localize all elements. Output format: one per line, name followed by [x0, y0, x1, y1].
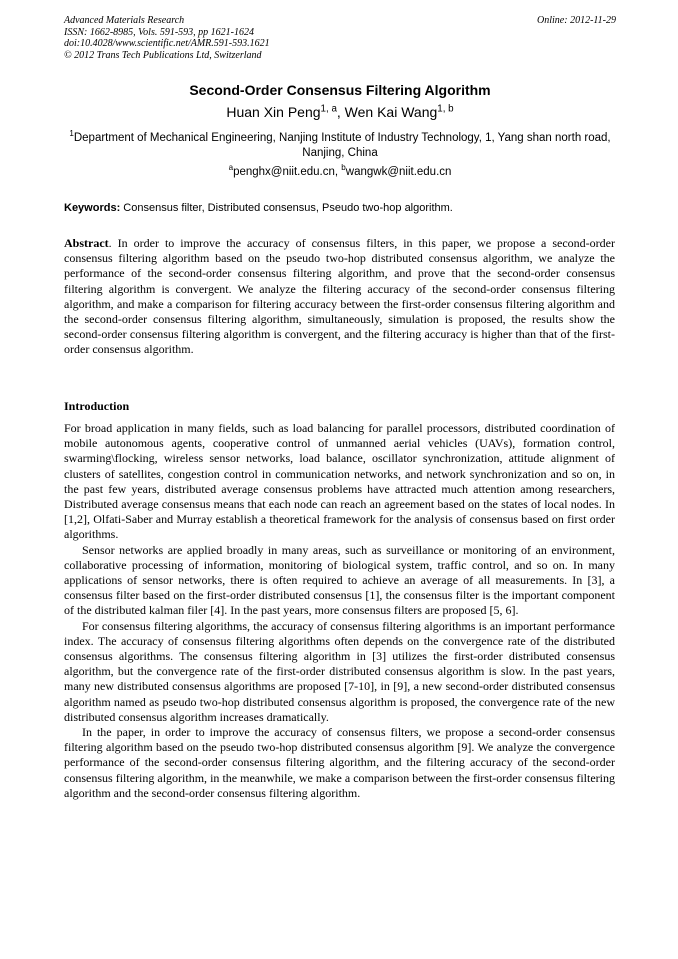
abstract — [64, 236, 615, 358]
copyright-line: © 2012 Trans Tech Publications Ltd, Switzerland — [64, 49, 262, 61]
issn-line: ISSN: 1662-8985, Vols. 591-593, pp 1621-1624 — [64, 26, 254, 38]
author-separator: , — [336, 104, 345, 120]
email-line — [64, 163, 616, 178]
author-line — [64, 104, 616, 120]
paragraph: For consensus filtering algorithms, the accuracy of consensus filtering algorithms is an important performance index. The accuracy of consensus filtering algorithms often depends on the convergence rate of the distributed consensus algorithms. The consensus filtering algorithm in [3] utilizes the first-order distributed consensus algorithm, but the convergence rate of the first-order distributed consensus algorithm is slow. In the past years, many new distributed consensus algorithms are proposed [7-10], in [9], a new second-order distributed consensus algorithm named as pseudo two-hop distributed consensus algorithm is proposed, the convergence rate of the new distributed consensus algorithm increases dramatically. — [64, 618, 615, 724]
paragraph: Sensor networks are applied broadly in many areas, such as surveillance or monitoring of an environment, collaborative processing of information, monitoring of biological system, traffic control, and so on. In many applications of sensor networks, there is often required to achieve an average of all measurements. In [3], a consensus filter based on the first-order distributed consensus [1], the consensus filter is the important component of the distributed kalman filer [4]. In the past years, more consensus filters are proposed [5, 6]. — [64, 542, 615, 618]
paper-title: Second-Order Consensus Filtering Algorithm — [189, 82, 491, 98]
author-superscript: 1, a — [320, 103, 337, 115]
author-superscript: 1, b — [437, 103, 454, 115]
journal-name: Advanced Materials Research — [64, 15, 185, 26]
section-heading: Introduction — [64, 399, 130, 413]
author-name: Wen Kai Wang — [344, 104, 438, 120]
email-superscript: a — [228, 163, 234, 173]
paragraph: For broad application in many fields, such as load balancing for parallel processors, distributed coordination of mobile autonomous agents, cooperative control of unmanned aerial vehicles (UAVs), formation control, swarming\flocking, wireless sensor networks, load balance, oscillator synchronization, attitude alignment of clusters of satellites, congestion control in communication networks, and network synchronization and so on, in the past few years, distributed average consensus problems have attracted much attention among researchers, Distributed average consensus means that each node can reach an agreement based on the states of local nodes. In [1,2], Olfati-Saber and Murray establish a theoretical framework for the analysis of consensus based on first order algorithms. — [64, 421, 615, 542]
keywords-label: Keywords: — [64, 202, 121, 214]
author-name: Huan Xin Peng — [226, 104, 321, 120]
keywords-text: Consensus filter, Distributed consensus, Pseudo two-hop algorithm. — [120, 202, 453, 214]
email-superscript: b — [341, 163, 346, 173]
email-separator: , — [334, 166, 342, 178]
abstract-label: Abstract — [64, 236, 109, 250]
journal-header — [64, 15, 616, 61]
introduction-body — [64, 421, 615, 801]
email-address: penghx@niit.edu.cn — [233, 166, 335, 178]
online-date: Online: 2012-11-29 — [537, 15, 616, 26]
affiliation-superscript: 1 — [69, 129, 74, 139]
affiliation-text: Department of Mechanical Engineering, Nanjing Institute of Industry Technology, 1, Yang shan north road, Nanjing, China — [73, 132, 611, 159]
email-address: wangwk@niit.edu.cn — [345, 166, 452, 178]
abstract-text: . In order to improve the accuracy of consensus filters, in this paper, we propose a second-order consensus filtering algorithm based on the pseudo two-hop distributed consensus algorithm, we analyze the performance of the second-order consensus filtering algorithm, and prove that the second-order consensus filtering algorithm is convergent. We analyze the filtering accuracy of the second-order consensus filtering algorithm, and make a comparison for filtering accuracy between the first-order consensus filtering algorithm and the second-order consensus filtering algorithm, simultaneously, simulation is proposed, the results show the second-order consensus filtering algorithm is convergent, and the filtering accuracy is higher than that of the first-order consensus algorithm. — [64, 236, 615, 357]
doi-line: doi:10.4028/www.scientific.net/AMR.591-593.1621 — [64, 38, 270, 49]
keywords — [64, 202, 616, 214]
paragraph: In the paper, in order to improve the accuracy of consensus filters, we propose a second-order consensus filtering algorithm based on the pseudo two-hop distributed consensus algorithm [9]. We analyze the convergence performance of the second-order consensus filtering algorithm, and the filtering accuracy of the second-order consensus filtering algorithm, in the meanwhile, we make a comparison between the first-order consensus filtering algorithm and the second-order consensus filtering algorithm. — [64, 725, 615, 800]
affiliation — [64, 131, 616, 161]
